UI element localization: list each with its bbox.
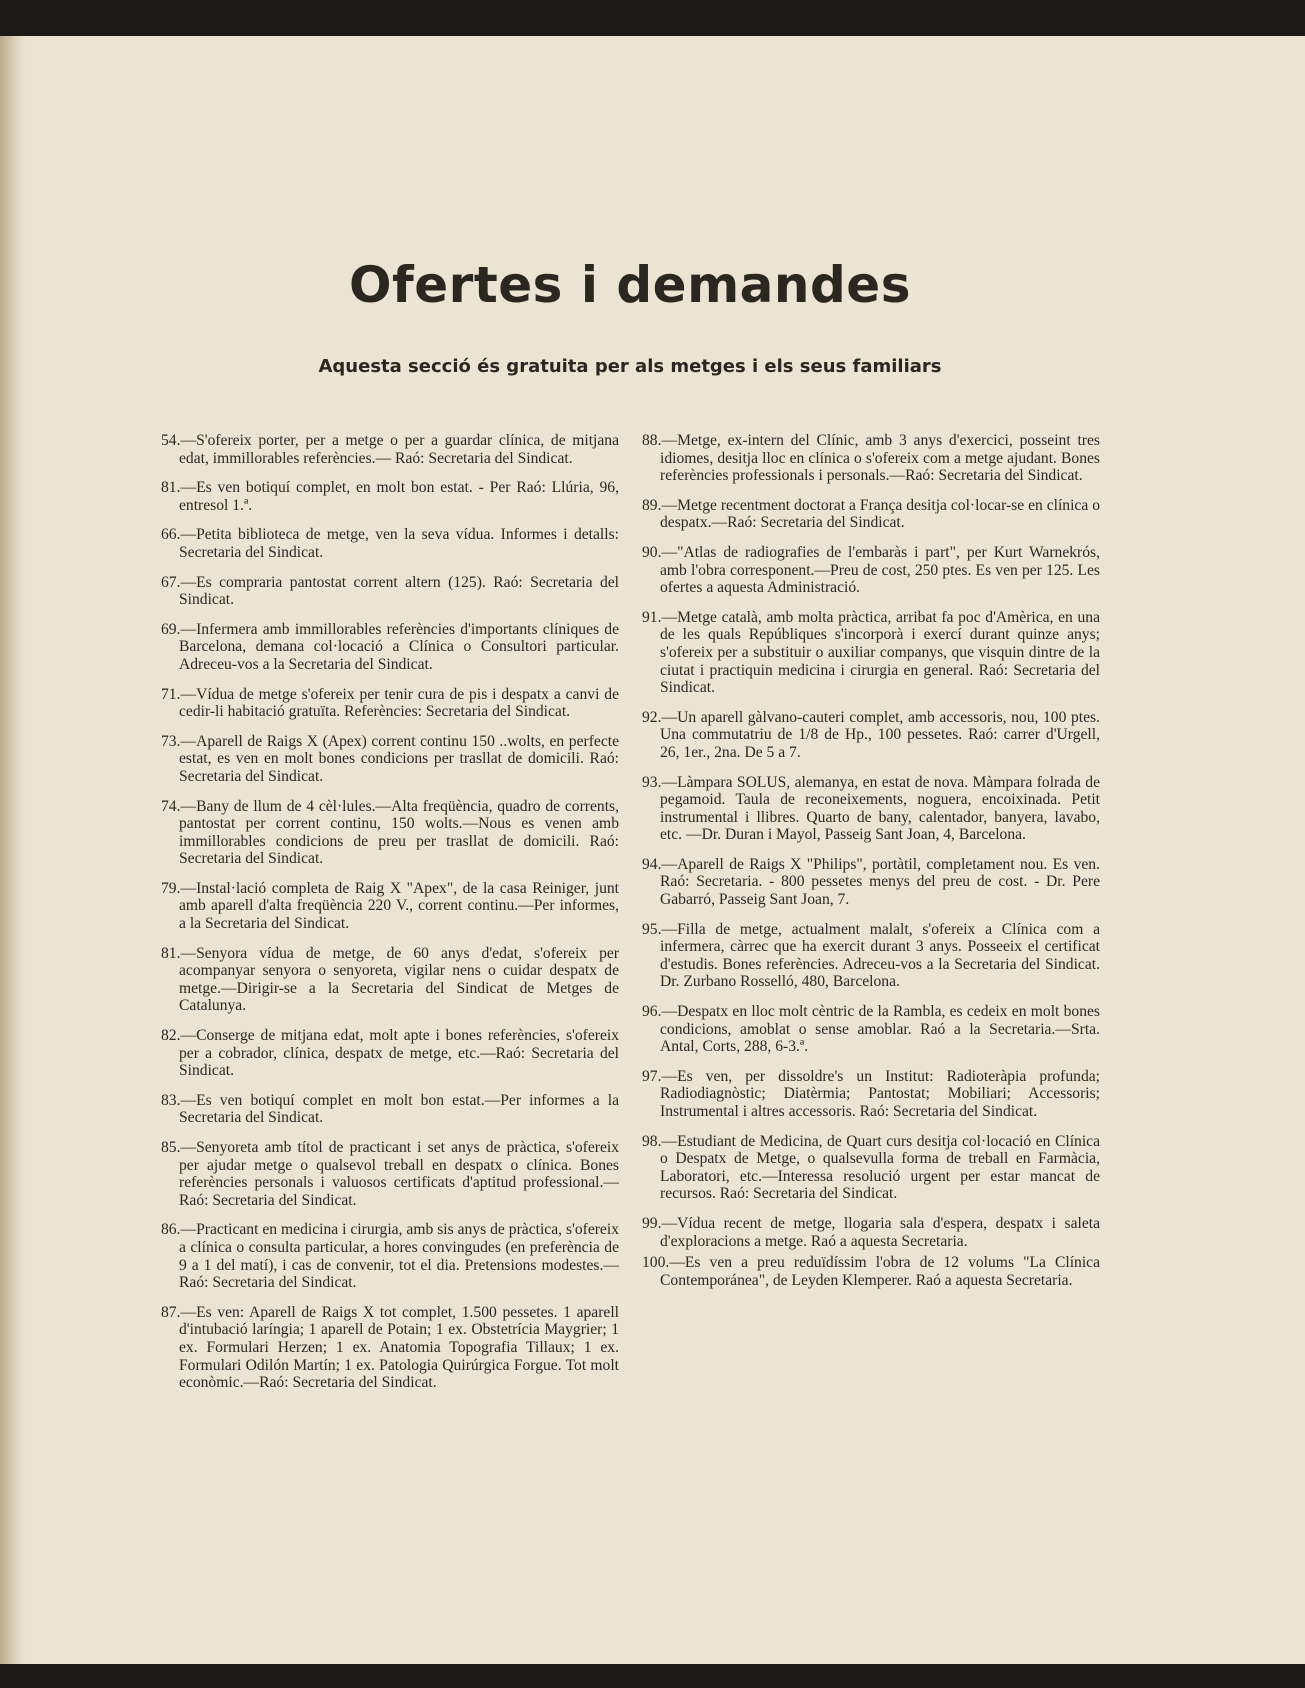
listing-item: 87.—Es ven: Aparell de Raigs X tot complet, 1.500 pessetes. 1 aparell d'intubació laríngia; 1 aparell de Potain; 1 ex. Obstetrícia Maygrier; 1 ex. Formulari Herzen; 1 ex. Anatomia Topografia Tillaux; 1 ex. Formulari Odilón Martín; 1 ex. Patologia Quirúrgica Forgue. Tot molt econòmic.—Raó: Secretaria del Sindicat. [161,1303,619,1392]
listing-item: 90.—"Atlas de radiografies de l'embaràs i part", per Kurt Warnekrós, amb l'obra corresponent.—Preu de cost, 250 ptes. Es ven per 125. Les ofertes a aquesta Administració. [642,543,1100,597]
listing-item: 95.—Filla de metge, actualment malalt, s'ofereix a Clínica com a infermera, càrrec que ha exercit durant 3 anys. Posseeix el certificat d'estudis. Bones referències. Adreceu-vos a la Secretaria del Sindicat. Dr. Zurbano Rosselló, 480, Barcelona. [642,920,1100,991]
listing-item: 71.—Vídua de metge s'ofereix per tenir cura de pis i despatx a canvi de cedir-li habitació gratuïta. Referències: Secretaria del Sindicat. [161,685,619,721]
listing-item: 96.—Despatx en lloc molt cèntric de la Rambla, es cedeix en molt bones condicions, amoblat o sense amoblar. Raó a la Secretaria.—Srta. Antal, Corts, 288, 6-3.ª. [642,1003,1100,1056]
listing-item: 81.—Es ven botiquí complet, en molt bon estat. - Per Raó: Llúria, 96, entresol 1.ª. [161,479,619,514]
page-subtitle: Aquesta secció és gratuita per als metges i els seus familiars [318,356,942,377]
listing-item: 66.—Petita biblioteca de metge, ven la seva vídua. Informes i detalls: Secretaria del Sindicat. [161,526,619,561]
listing-item: 67.—Es compraria pantostat corrent altern (125). Raó: Secretaria del Sindicat. [161,573,619,609]
left-column [161,432,619,1404]
listing-item: 74.—Bany de llum de 4 cèl·lules.—Alta freqüència, quadro de corrents, pantostat per corrent continu, 150 wolts.—Nous es venen amb immillorables condicions de preu per trasllat de domicili. Raó: Secretaria del Sindicat. [161,797,619,868]
listing-item: 97.—Es ven, per dissoldre's un Institut: Radioteràpia profunda; Radiodiagnòstic; Diatèrmia; Pantostat; Mobiliari; Accessoris; Instrumental i altres accessoris. Raó: Secretaria del Sindicat. [642,1067,1100,1120]
listing-item: 88.—Metge, ex-intern del Clínic, amb 3 anys d'exercici, posseint tres idiomes, desitja lloc en clínica o s'ofereix com a metge ajudant. Bones referències professionals i personals.—Raó: Secretaria del Sindicat. [642,432,1100,485]
listing-item: 69.—Infermera amb immillorables referències d'importants clíniques de Barcelona, demana col·locació a Clínica o Consultori particular. Adreceu-vos a la Secretaria del Sindicat. [161,620,619,673]
listing-item: 54.—S'ofereix porter, per a metge o per a guardar clínica, de mitjana edat, immillorables referències.— Raó: Secretaria del Sindicat. [161,432,619,467]
listing-item: 82.—Conserge de mitjana edat, molt apte i bones referències, s'ofereix per a cobrador, clínica, despatx de metge, etc.—Raó: Secretaria del Sindicat. [161,1027,619,1080]
listing-item: 93.—Làmpara SOLUS, alemanya, en estat de nova. Màmpara folrada de pegamoid. Taula de reconeixements, noguera, encoixinada. Petit instrumental i llibres. Quarto de bany, calentador, banyera, lavabo, etc. —Dr. Duran i Mayol, Passeig Sant Joan, 4, Barcelona. [642,773,1100,844]
listing-item: 99.—Vídua recent de metge, llogaria sala d'espera, despatx i saleta d'exploracions a metge. Raó a aquesta Secretaria. [642,1214,1100,1250]
listing-item: 85.—Senyoreta amb títol de practicant i set anys de pràctica, s'ofereix per ajudar metge o qualsevol treball en despatx o clínica. Bones referències personals i valuosos certificats d'aptitud professional.—Raó: Secretaria del Sindicat. [161,1139,619,1209]
listing-item: 100.—Es ven a preu reduïdíssim l'obra de 12 volums "La Clínica Contemporánea", de Leyden Klemperer. Raó a aquesta Secretaria. [642,1254,1100,1289]
listing-item: 73.—Aparell de Raigs X (Apex) corrent continu 150 ..wolts, en perfecte estat, es ven en molt bones condicions per trasllat de domicili. Raó: Secretaria del Sindicat. [161,732,619,785]
listing-item: 79.—Instal·lació completa de Raig X "Apex", de la casa Reiniger, junt amb aparell d'alta freqüència 220 V., corrent continu.—Per informes, a la Secretaria del Sindicat. [161,879,619,933]
listing-item: 83.—Es ven botiquí complet en molt bon estat.—Per informes a la Secretaria del Sindicat. [161,1091,619,1127]
page-title: Ofertes i demandes [349,255,911,314]
listing-item: 81.—Senyora vídua de metge, de 60 anys d'edat, s'ofereix per acompanyar senyora o senyoreta, vigilar nens o cuidar despatx de metge.—Dirigir-se a la Secretaria del Sindicat de Metges de Catalunya. [161,944,619,1015]
listing-item: 86.—Practicant en medicina i cirurgia, amb sis anys de pràctica, s'ofereix a clínica o consulta particular, a hores convingudes (en preferència de 9 a 1 del matí), i cas de convenir, tot el dia. Pretensions modestes.—Raó: Secretaria del Sindicat. [161,1221,619,1292]
listing-item: 91.—Metge català, amb molta pràctica, arribat fa poc d'Amèrica, en una de les quals Repúbliques s'incorporà i exercí durant quinze anys; s'ofereix per a substituir o auxiliar companys, que visquin dintre de la ciutat i practiquin medicina i cirurgia en general. Raó: Secretaria del Sindicat. [642,608,1100,697]
listing-item: 98.—Estudiant de Medicina, de Quart curs desitja col·locació en Clínica o Despatx de Metge, o qualsevulla forma de treball en Farmàcia, Laboratori, etc.—Interessa resolució urgent per estar mancat de recursos. Raó: Secretaria del Sindicat. [642,1132,1100,1203]
listing-item: 94.—Aparell de Raigs X "Philips", portàtil, completament nou. Es ven. Raó: Secretaria. - 800 pessetes menys del preu de cost. - Dr. Pere Gabarró, Passeig Sant Joan, 7. [642,855,1100,909]
right-column [642,432,1100,1301]
listing-item: 92.—Un aparell gàlvano-cauteri complet, amb accessoris, nou, 100 ptes. Una commutatriu de 1/8 de Hp., 100 pessetes. Raó: carrer d'Urgell, 26, 1er., 2na. De 5 a 7. [642,708,1100,761]
listing-item: 89.—Metge recentment doctorat a França desitja col·locar-se en clínica o despatx.—Raó: Secretaria del Sindicat. [642,496,1100,532]
